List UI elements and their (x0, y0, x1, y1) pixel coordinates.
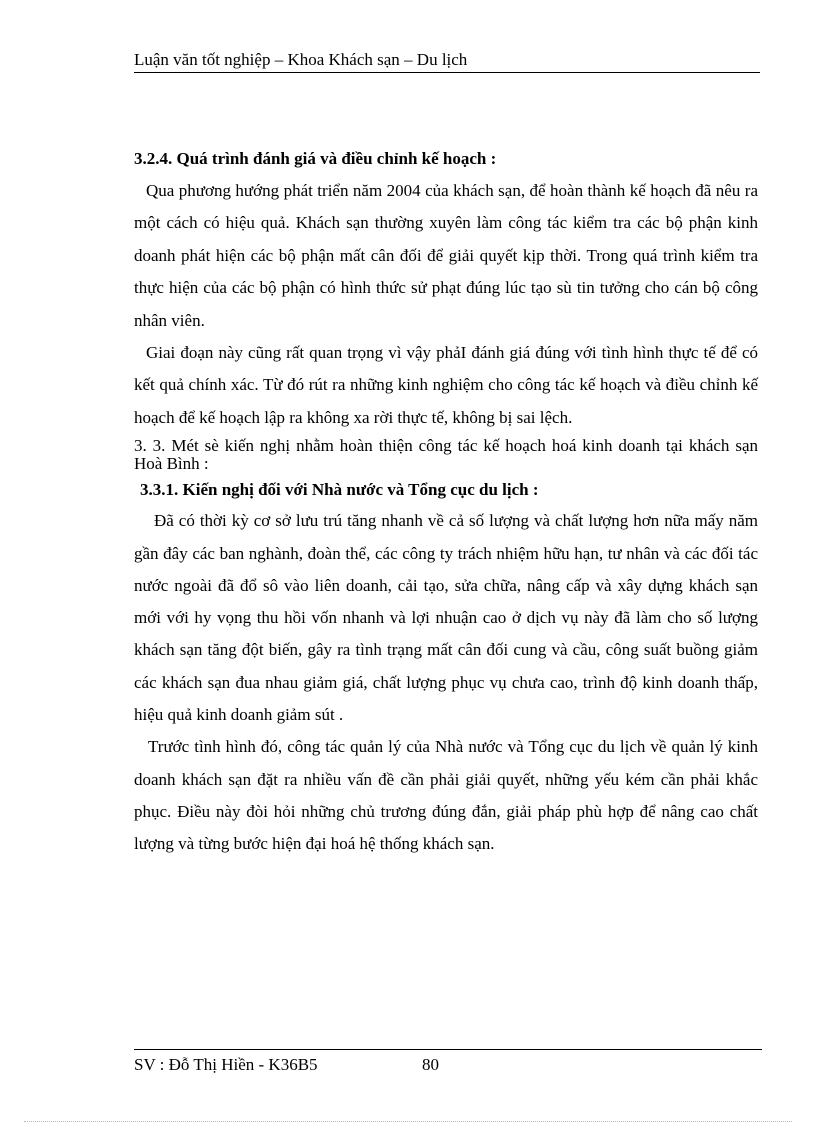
footer-rule (134, 1049, 762, 1050)
section-heading-3-2-4: 3.2.4. Quá trình đánh giá và điều chỉnh kế hoạch : (134, 149, 497, 168)
page-body (134, 140, 758, 861)
section-heading-3-3: 3. 3. Mét sè kiến nghị nhằm hoàn thiện công tác kế hoạch hoá kinh doanh tại khách sạn Hoà Bình : (134, 436, 758, 474)
paragraph: Qua phương hướng phát triển năm 2004 của khách sạn, để hoàn thành kế hoạch đã nêu ra một cách có hiệu quả. Khách sạn thường xuyên làm công tác kiểm tra các bộ phận kinh doanh phát hiện các bộ phận mất cân đối để giải quyết kịp thời. Trong quá trình kiểm tra thực hiện của các bộ phận có hình thức sử phạt đúng lúc tạo sù tin tưởng cho cán bộ công nhân viên. (134, 181, 758, 330)
running-header: Luận văn tốt nghiệp – Khoa Khách sạn – Du lịch (134, 50, 468, 69)
paragraph: Giai đoạn này cũng rất quan trọng vì vậy phảI đánh giá đúng với tình hình thực tế để có kết quả chính xác. Từ đó rút ra những kinh nghiệm cho công tác kế hoạch và điều chỉnh kế hoạch để kế hoạch lập ra không xa rời thực tế, không bị sai lệch. (134, 343, 758, 427)
page-bottom-edge (24, 1121, 792, 1122)
footer-student-info: SV : Đỗ Thị Hiền - K36B5 (134, 1055, 318, 1074)
paragraph: Trước tình hình đó, công tác quản lý của Nhà nước và Tổng cục du lịch về quản lý kinh doanh khách sạn đặt ra nhiều vấn đề cần phải giải quyết, những yếu kém cần phải khắc phục. Điều này đòi hỏi những chủ trương đúng đắn, giải pháp phù hợp để nâng cao chất lượng và từng bước hiện đại hoá hệ thống khách sạn. (134, 737, 758, 854)
header-rule (134, 72, 760, 73)
page-number: 80 (422, 1055, 439, 1074)
paragraph: Đã có thời kỳ cơ sở lưu trú tăng nhanh về cả số lượng và chất lượng hơn nữa mấy năm gần đây các ban nghành, đoàn thể, các công ty trách nhiệm hữu hạn, tư nhân và các đối tác nước ngoài đã đổ sô vào liên doanh, cải tạo, sửa chữa, nâng cấp và xây dựng khách sạn mới với hy vọng thu hồi vốn nhanh và lợi nhuận cao ở dịch vụ này đã làm cho số lượng khách sạn tăng đột biến, gây ra tình trạng mất cân đối cung và cầu, công suất buồng giảm các khách sạn đua nhau giảm giá, chất lượng phục vụ chưa cao, trình độ kinh doanh thấp, hiệu quả kinh doanh giảm sút . (134, 511, 758, 725)
section-heading-3-3-1: 3.3.1. Kiến nghị đối với Nhà nước và Tổng cục du lịch : (140, 480, 539, 500)
